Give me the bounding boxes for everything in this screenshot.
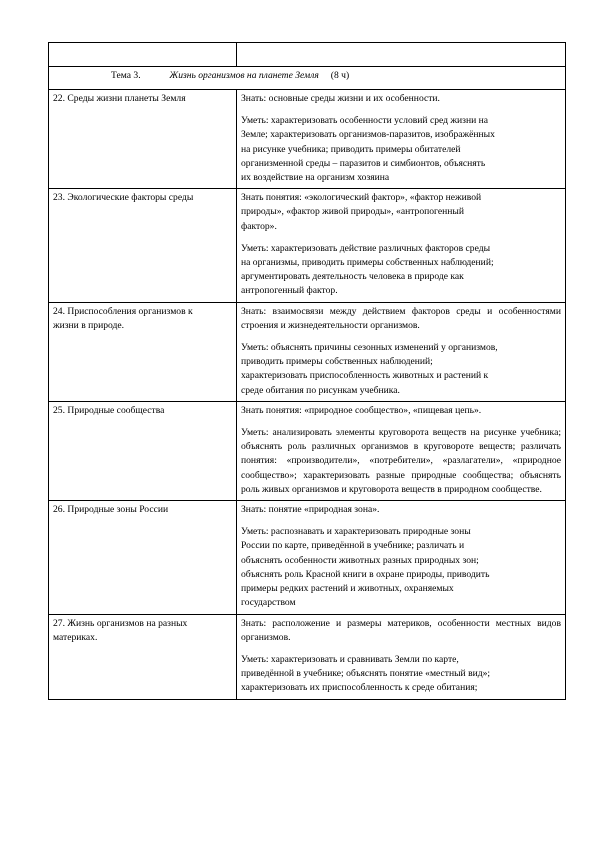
text-line: Уметь: характеризовать и сравнивать Земли по карте, bbox=[241, 653, 459, 665]
topic-cell bbox=[49, 90, 237, 189]
text-line: на рисунке учебника; приводить примеры обитателей bbox=[241, 143, 461, 155]
text-line: Уметь: объяснять причины сезонных изменений у организмов, bbox=[241, 342, 498, 354]
text-line: Уметь: характеризовать особенности условий сред жизни на bbox=[241, 115, 489, 127]
theme-title: Жизнь организмов на планете Земля bbox=[169, 70, 319, 81]
text-line: организменной среды – паразитов и симбионтов, объяснять bbox=[241, 157, 486, 169]
header-cell-requirements bbox=[237, 43, 566, 67]
topic-text: 25. Природные сообщества bbox=[53, 404, 165, 416]
topic-cell bbox=[49, 401, 237, 500]
text-line: примеры редких растений и животных, охраняемых bbox=[241, 583, 454, 595]
requirements-cell bbox=[237, 501, 566, 614]
requirements-cell bbox=[237, 401, 566, 500]
theme-hours: (8 ч) bbox=[330, 70, 350, 81]
topic-text: 23. Экологические факторы среды bbox=[53, 192, 194, 204]
header-cell-topic bbox=[49, 43, 237, 67]
text-line: аргументировать деятельность человека в природе как bbox=[241, 271, 464, 283]
text-line: среде обитания по рисункам учебника. bbox=[241, 384, 400, 396]
text-line: Уметь: характеризовать действие различных факторов среды bbox=[241, 242, 491, 254]
can-text: Уметь: анализировать элементы круговорота веществ на рисунке учебника; объяснять роль различных организмов в круговороте веществ; различать понятия: «производители», «потребители», «разлагатели», «природное сообщество»; характеризовать разные природные сообщества; объяснять роль живых организмов и круговорота веществ в природном сообществе. bbox=[241, 427, 561, 495]
text-line: государством bbox=[241, 597, 296, 609]
topic-cell bbox=[49, 501, 237, 614]
know-text: Знать: взаимосвязи между действием факторов среды и особенностями строения и жизнедеятельности организмов. bbox=[241, 305, 561, 331]
curriculum-table bbox=[48, 42, 566, 700]
know-text: Знать понятия: «природное сообщество», «пищевая цепь». bbox=[241, 404, 482, 416]
text-line: объяснять особенности животных разных природных зон; bbox=[241, 554, 479, 566]
text-line: жизни в природе. bbox=[53, 319, 125, 331]
table-row bbox=[49, 302, 566, 401]
table-row bbox=[49, 614, 566, 699]
can-text bbox=[241, 242, 561, 299]
text-line: характеризовать приспособленность животных и растений к bbox=[241, 370, 489, 382]
can-text bbox=[241, 653, 561, 696]
header-row bbox=[49, 43, 566, 67]
topic-text bbox=[53, 617, 232, 645]
theme-label: Тема 3. bbox=[111, 70, 141, 81]
topic-cell bbox=[49, 614, 237, 699]
text-line: приведённой в учебнике; объяснять понятие «местный вид»; bbox=[241, 668, 491, 680]
text-line: 27. Жизнь организмов на разных bbox=[53, 617, 188, 629]
text-line: Знать понятия: «экологический фактор», «фактор неживой bbox=[241, 192, 482, 204]
requirements-cell bbox=[237, 189, 566, 302]
text-line: материках. bbox=[53, 631, 98, 643]
can-text bbox=[241, 525, 561, 610]
text-line: 24. Приспособления организмов к bbox=[53, 305, 193, 317]
table-row bbox=[49, 501, 566, 614]
table-row bbox=[49, 189, 566, 302]
text-line: характеризовать их приспособленность к среде обитания; bbox=[241, 682, 478, 694]
know-text bbox=[241, 191, 561, 234]
theme-heading bbox=[53, 69, 561, 83]
topic-cell bbox=[49, 189, 237, 302]
know-text: Знать: расположение и размеры материков, особенности местных видов организмов. bbox=[241, 617, 561, 643]
theme-cell bbox=[49, 67, 566, 90]
topic-text bbox=[53, 305, 232, 333]
text-line: их воздействие на организм хозяина bbox=[241, 172, 390, 184]
table-row bbox=[49, 401, 566, 500]
text-line: Земле; характеризовать организмов-паразитов, изображённых bbox=[241, 129, 495, 141]
know-text: Знать: понятие «природная зона». bbox=[241, 504, 380, 516]
text-line: на организмы, приводить примеры собственных наблюдений; bbox=[241, 257, 494, 269]
requirements-cell bbox=[237, 614, 566, 699]
know-text: Знать: основные среды жизни и их особенности. bbox=[241, 93, 440, 104]
text-line: антропогенный фактор. bbox=[241, 285, 338, 297]
theme-row bbox=[49, 67, 566, 90]
text-line: природы», «фактор живой природы», «антропогенный bbox=[241, 206, 464, 218]
topic-text: 22. Среды жизни планеты Земля bbox=[53, 93, 186, 104]
text-line: России по карте, приведённой в учебнике; различать и bbox=[241, 540, 465, 552]
text-line: приводить примеры собственных наблюдений; bbox=[241, 356, 433, 368]
requirements-cell bbox=[237, 302, 566, 401]
can-text bbox=[241, 341, 561, 398]
topic-cell bbox=[49, 302, 237, 401]
text-line: фактор». bbox=[241, 220, 277, 232]
can-text bbox=[241, 114, 561, 185]
requirements-cell bbox=[237, 90, 566, 189]
text-line: Уметь: распознавать и характеризовать природные зоны bbox=[241, 526, 471, 538]
topic-text: 26. Природные зоны России bbox=[53, 504, 169, 516]
text-line: объяснять роль Красной книги в охране природы, приводить bbox=[241, 568, 490, 580]
table-row bbox=[49, 90, 566, 189]
